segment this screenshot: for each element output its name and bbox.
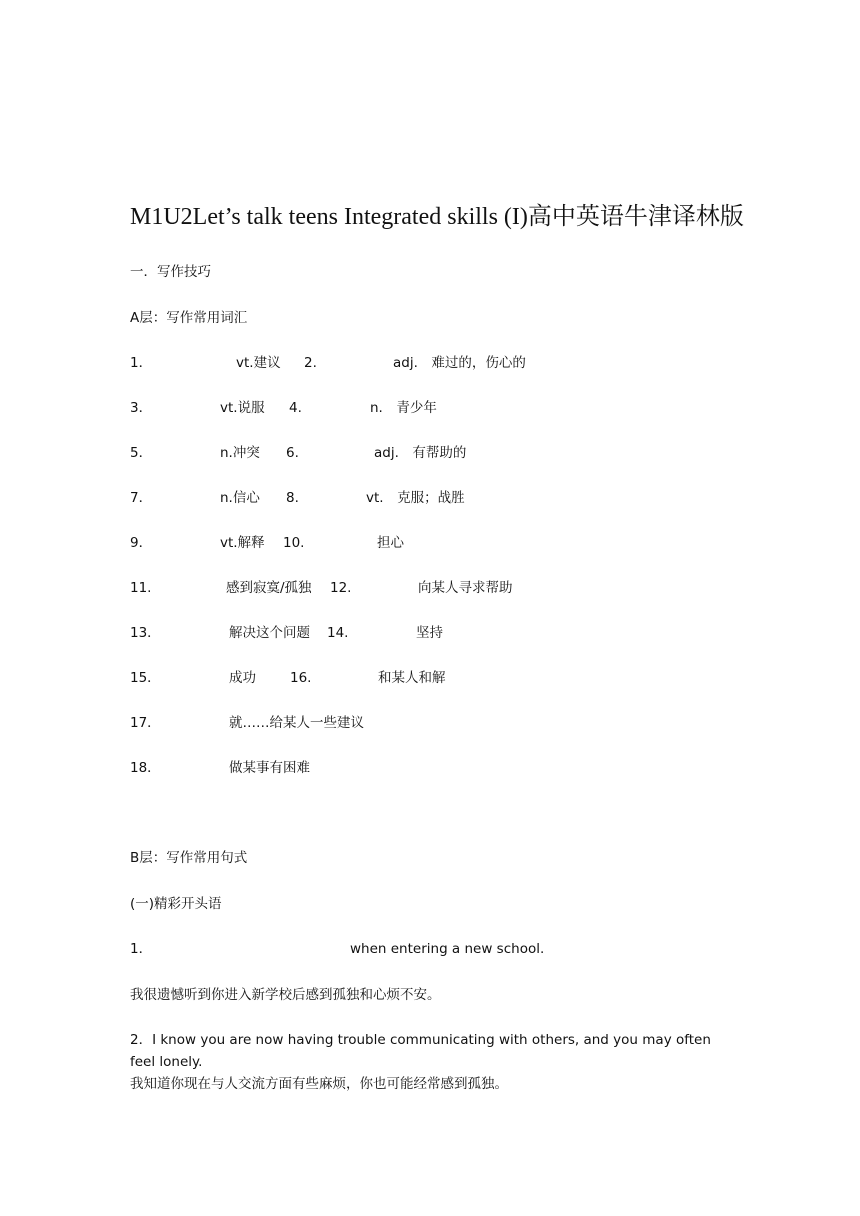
item-hint: adj. 难过的，伤心的 xyxy=(393,355,526,371)
item-hint: adj. 有帮助的 xyxy=(374,445,467,461)
item-number: 10. xyxy=(283,535,305,551)
item-number: 11. xyxy=(130,580,152,596)
item-hint: vt.说服 xyxy=(220,400,265,416)
sentence-chinese: 我很遗憾听到你进入新学校后感到孤独和心烦不安。 xyxy=(130,987,441,1003)
item-hint: n. 青少年 xyxy=(370,400,437,416)
sentence-number: 2． xyxy=(130,1032,153,1048)
item-hint: 和某人和解 xyxy=(378,670,446,686)
item-hint: vt.建议 xyxy=(236,355,281,371)
item-number: 16. xyxy=(290,670,312,686)
item-hint: vt. 克服；战胜 xyxy=(366,490,465,506)
sentence-number: 1． xyxy=(130,941,153,957)
item-number: 17． xyxy=(130,715,161,731)
sentence-english: I know you are now having trouble communicating with others, and you may often feel lonely. xyxy=(130,1032,711,1070)
item-hint: 就……给某人一些建议 xyxy=(229,715,364,731)
layer-b-heading: B层：写作常用句式 xyxy=(130,850,248,866)
item-hint: 成功 xyxy=(229,670,256,686)
item-number: 4. xyxy=(289,400,302,416)
document-title: M1U2Let’s talk teens Integrated skills (I)高中英语牛津译林版 xyxy=(130,204,744,230)
item-number: 6. xyxy=(286,445,299,461)
item-hint: 感到寂寞/孤独 xyxy=(226,580,312,596)
item-hint: 坚持 xyxy=(416,625,443,641)
item-hint: 解决这个问题 xyxy=(229,625,310,641)
section-heading: 一．写作技巧 xyxy=(130,264,211,280)
sentence-chinese: 我知道你现在与人交流方面有些麻烦，你也可能经常感到孤独。 xyxy=(130,1076,508,1092)
item-number: 5． xyxy=(130,445,153,461)
item-number: 14. xyxy=(327,625,349,641)
item-number: 9． xyxy=(130,535,153,551)
item-number: 2. xyxy=(304,355,317,371)
item-hint: n.冲突 xyxy=(220,445,260,461)
item-number: 8. xyxy=(286,490,299,506)
sentence-english: when entering a new school. xyxy=(350,941,545,957)
item-hint: 做某事有困难 xyxy=(229,760,310,776)
item-number: 15． xyxy=(130,670,161,686)
item-number: 1． xyxy=(130,355,153,371)
item-number: 13． xyxy=(130,625,161,641)
layer-a-heading: A层：写作常用词汇 xyxy=(130,310,248,326)
sentence-block xyxy=(130,1029,740,1095)
item-number: 7． xyxy=(130,490,153,506)
item-hint: 担心 xyxy=(377,535,404,551)
item-number: 18． xyxy=(130,760,161,776)
sub-heading: (一)精彩开头语 xyxy=(130,896,222,912)
item-hint: vt.解释 xyxy=(220,535,265,551)
item-hint: n.信心 xyxy=(220,490,260,506)
item-number: 12. xyxy=(330,580,352,596)
item-hint: 向某人寻求帮助 xyxy=(418,580,513,596)
item-number: 3． xyxy=(130,400,153,416)
